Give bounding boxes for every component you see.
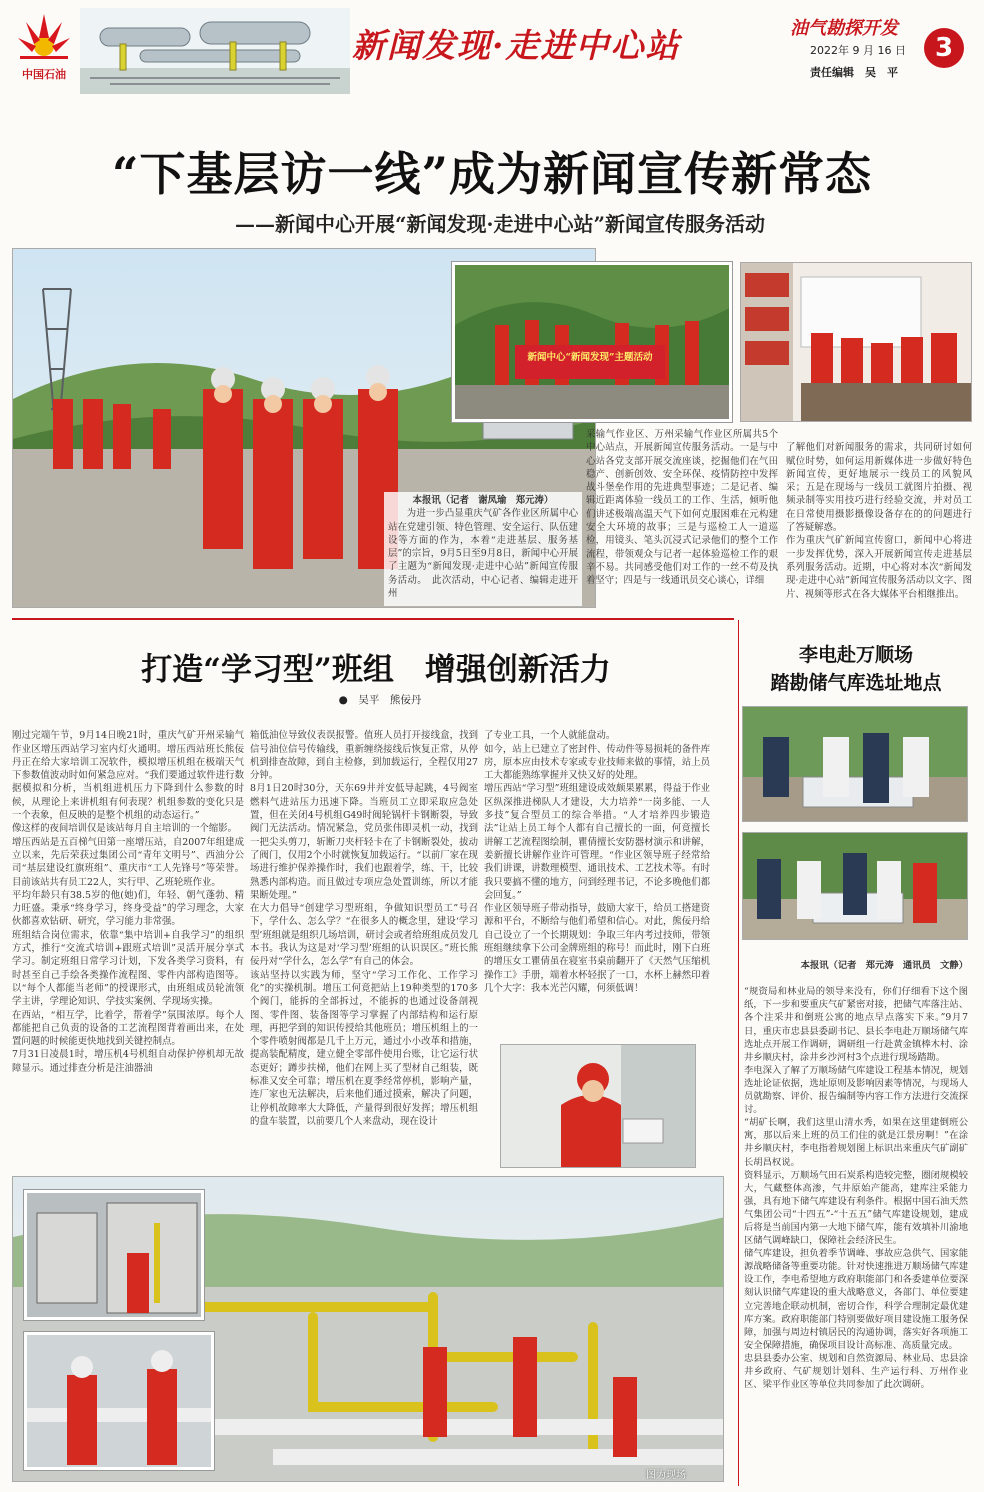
lead-meeting-photo <box>740 262 972 422</box>
petal-logo-icon <box>16 12 72 62</box>
masthead-illustration <box>80 8 350 94</box>
inset-banner-text: 新闻中心“新闻发现”主题活动 <box>527 352 653 363</box>
lead-paragraph-1: 为进一步凸显重庆气矿各作业区所属中心站在党建引领、特色管理、安全运行、队伍建设等方面的作为，本着“走进基层、服务基层”的宗旨，9月5日至9月8日，新闻中心开展了主题为“新闻发现·走进中心站”新闻宣传服务活动。 此次活动，中心记者、编辑走进开州 <box>388 508 578 600</box>
lead-subhead: ——新闻中心开展“新闻发现·走进中心站”新闻宣传服务活动 <box>235 212 765 236</box>
lead-byline: 本报讯（记者 谢凤瑜 郑元涛） <box>412 495 554 506</box>
sidebar-body: “规资局和林业局的领导来没有，你们仔细看下这个图纸，下一步和要重庆气矿紧密对接，把储气库落注站、各个注采井和倒班公寓的地点早点落实下来。”9月7日，重庆市忠县县委副书记、县长李电赴万顺场储气库选址点开展工作调研，调研组一行赴黄金镇棒木村、涂井乡顺庆村，涂井乡沙河村3个点进行现场踏勘。 李电深入了解了万顺场储气库建设工程基本情况，规划选址论证依据，选址原则及影响因素等情况，与现场人员就勘察、评价、报告编制等内容工作方法进行交流探讨。 “胡矿长啊，我们这里山清水秀，如果在这里建倒班公寓，那以后来上班的员工们住的就是江景房啊！”在涂井乡顺庆村，李电指着规划图上标识出来重庆气矿副矿长胡昌权说。 资料显示，万顺场气田石炭系构造较完整，圈闭规模较大，气藏整体高渗，气井原始产能高，建库注采能力强，具有地下储气库建设有利条件。根据中国石油天然气集团公司“十四五”-“十五五”储气库建设规划，建成后将是当前国内第一大地下储气库，能有效填补川渝地区储气调峰缺口，保障社会经济民生。 储气库建设，担负着季节调峰、事故应急供气、国家能源战略储备等重要功能。针对快速推进万顺场储气库建设工作，李电希望地方政府职能部门和各委建单位要深刻认识储气库建设的重大战略意义，各部门、单位要建立完善地企联动机制，密切合作，科学合理制定最优建库方案。政府职能部门特别要做好项目建设施工服务保障，加强与周边村镇居民的沟通协调，落实好各项施工安全保障措施，确保项目设计高标准、高质量完成。 忠县县委办公室、规划和自然资源局、林业局、忠县涂井乡政府、气矿规划计划科、生产运行科、万州作业区、梁平作业区等单位共同参加了此次调研。 <box>744 986 968 1391</box>
lead-text-col2: 采输气作业区、万州采输气作业区所属共5个中心站点，开展新闻宣传服务活动。一是与中心站各党支部开展交流座谈，挖掘他们在气田稳产、创新创效、安全环保、疫情防控中发挥战斗堡垒作用的先进典型事迹；二是记者、编辑近距离体验一线员工的工作、生活，倾听他们讲述极端高温天气下如何克服困难在元构建安全大环境的故事；三是与巡检工人一道巡检，用镜头、笔头沉浸式记录他们的整个工作流程，带领观众与记者一起体验巡检工作的艰辛不易。共同感受他们对工作的一丝不苟及执着坚守；四是与一线通讯员交心谈心，详细 <box>586 429 778 587</box>
masthead <box>0 0 984 100</box>
sidebar-photo-top <box>742 706 968 822</box>
feature-authors: ● 吴平 熊佞丹 <box>338 694 422 706</box>
sidebar-text <box>744 946 968 1482</box>
feature-worker-photo <box>500 1044 696 1168</box>
section-divider <box>12 618 734 620</box>
sidebar-headline-2: 踏勘储气库选址地点 <box>770 672 942 694</box>
cnpc-logo <box>16 12 72 81</box>
feature-headline: 打造“学习型”班组 增强创新活力 <box>141 652 611 688</box>
lead-paragraph-3: 了解他们对新闻服务的需求，共同研讨如何赋位时势，如何运用新媒体进一步做好特色新闻宣传，更好地展示一线员工的风貌风采；五是在现场与一线员工就图片拍摄、视频录制等实用技巧进行经验交流，并对员工在日常使用摄影摄像设备存在的的问题进行了答疑解惑。 作为重庆气矿新闻宣传窗口，新闻中心将进一步发挥优势，深入开展新闻宣传走进基层系列服务活动。近期，中心将对本次“新闻发现·走进中心站”新闻宣传服务活动以文字、图片、视频等形式在各大媒体平台相继推出。 <box>786 442 972 600</box>
feature-text-col2 <box>250 716 478 1170</box>
feature-paragraph-3: 了专业工具，一个人就能盘动。 如今，站上已建立了密封件、传动件等易损耗的备件库房，原本应由技术专家或专业技师来做的事情，站上员工大都能熟练掌握并又快又好的处理。 增压西站“学习型”班组建设成效颇果累累，得益于作业区纵深推进梯队人才建设，大力培养“一岗多能、一人多技”复合型员工的综合举措。“人才培养四步锻造法”让站上员工每个人都有自己擅长的一面，何竟擅长讲解工艺流程图绘制，瞿倩擅长安防器材演示和讲解，姜新擅长讲解作业许可管理。“作业区领导班子经常给我们讲课，讲数理模型、通讯技术、工艺技术等。有时我只要搞不懂的地方，问到经理书记，不论多晚他们都会回复。” 作业区领导班子带动指导，鼓励大家干，给员工搭建资源和平台，不断给与他们希望和信心。对此，熊佞丹给自己设立了一个长期规划：争取三年内考过技师，带领班组继续拿下公司金牌班组的称号！而此时，刚下白班的增压女工瞿倩虽在寝室书桌前翻开了《天然气压缩机操作工》手册，端着水杯轻抿了一口，水杯上赫然印着几个大字：我本光芒闪耀，何须低调！ <box>484 730 710 994</box>
lead-headline: “下基层访一线”成为新闻宣传新常态 <box>112 147 872 201</box>
feature-paragraph-2: 箱低油位导致仪表误报警。值班人员打开接线盒，找到信号油位信号传输线，重新缠绕接线后恢复正常，从停机到排查故障，到自主检修，到加载运行，全程仅用27分钟。 8月1日20时30分，天东69井并安低导起跳，4号阀室燃料气进站压力迅速下降。当班员工立即采取应急处置，但在关闭4号机组G49时阀轮锅杆卡钢断裂，导致阀门无法活动。情况紧急，党员张伟即灵机一动，找到一把尖头剪刀，斩断刀夹杆轻卡在了卡钢断裂处，拔动了阀门，仅用2个小时就恢复加载运行。“以前厂家在现场进行维护保养操作时，我们也跟着学，练、干，比较熟悉内部构造。而且做过专项应急处置训练，所以才能果断处理。” 在大力倡导“创建学习型班组，争做知识型员工”号召下，学什么、怎么学？“在很多人的概念里，建设‘学习型’班组就是组织几场培训，研讨会或者给班组成员发几本书。我认为这是对‘学习型’班组的认识误区。”班长熊佞丹对“学什么，怎么学”有自己的体会。 该站坚持以实践为师，坚守“学习工作化、工作学习化”的实操机制。增压工何竟把站上19种类型的170多个阀门，能拆的全部拆过，不能拆的也通过设备剖视图、零件图、装备图等学习掌握了内部结构和运行原理，再把学到的知识传授给其他班员；增压机组上的一个零件喷射阀都是几千上万元，通过小小改革和措施，提高装配精度，建立健全零部件使用台账，让它运行状态更好；蹲步扶梯，他们在网上买了型材自己组装，既标准又安全可靠；增压机在夏季经常停机，影响产量，连厂家也无法解决，后来他们通过摸索，解决了问题，让停机故障率大大降低，产量得到很好发挥；增压机组的盘车装置，以前要几个人来盘动，现在设计 <box>250 730 478 1127</box>
issue-date: 2022年 9 月 16 日 <box>810 44 906 57</box>
feature-paragraph-1: 刚过完端午节，9月14日晚21时，重庆气矿开州采输气作业区增压西站学习室内灯火通明。增压西站班长熊佞丹正在给大家培训工况软件，模拟增压机组在极端天气下参数值波动时如何紧急应对。“我们要通过软件进行数据模拟和分析，当机组进机压力下降到什么参数的时候，从理论上来讲机组有何表现？机组参数的变化只是一个表象，但反映的是整个机组的动态运行。” 像这样的夜间培训仅是该站每月自主培训的一个缩影。 增压西站是五百梯气田第一座增压站，自2007年组建成立以来，先后荣获过集团公司“青年文明号”、西油分公司“基层建设红旗班组”、重庆市“工人先锋号”等荣誉。目前该站共有员工22人，实行甲、乙班轮班作业。 平均年龄只有38.5岁的他(她)们，年轻、朝气蓬勃、精力旺盛。秉承“终身学习，终身受益”的学习理念，大家伙都喜欢钻研、研究，学习能力非常强。 班组结合岗位需求，依靠“集中培训+自我学习”的组织方式，推行“交流式培训+跟班式培训”灵活开展分享式学习。制定班组日常学习计划，下发各类学习资料，有时甚至自己手绘各类操作流程图、零件内部构造图等。以“每个人都能当老师”的授课形式，由班组成员轮流领学主讲，学理论知识、学技实案例、学现场实操。 在西站，“相互学，比着学，帮着学”氛围浓厚。每个人都能把自己负责的设备的工艺流程图背着画出来，在处置问题的时候能更快地找到关键控制点。 7月31日凌晨1时，增压机4号机组自动保护停机却无故障显示。通过排查分析是注油器油 <box>12 730 244 1074</box>
sidebar-headline-1: 李电赴万顺场 <box>798 644 913 666</box>
section-banner-title: 新闻发现·走进中心站 <box>352 26 681 65</box>
sidebar-photo-bottom <box>742 832 968 940</box>
logo-text: 中国石油 <box>22 68 66 81</box>
lead-inset-photo <box>452 262 732 422</box>
photo-credit-caption: 图为现场 <box>646 1470 686 1481</box>
feature-text-col3 <box>484 716 710 1038</box>
lead-text-col3 <box>786 428 972 606</box>
feature-inset-photo-bottom <box>24 1332 214 1470</box>
lead-text-col1 <box>384 492 582 606</box>
responsible-editor: 责任编辑 吴 平 <box>810 66 898 79</box>
feature-text-col1 <box>12 716 244 1170</box>
sidebar-byline: 本报讯（记者 郑元涛 通讯员 文静） <box>800 960 968 972</box>
feature-inset-photo-top <box>24 1190 204 1320</box>
page-number-badge: 3 <box>924 28 964 68</box>
paper-name: 油气勘探开发 <box>790 18 898 39</box>
